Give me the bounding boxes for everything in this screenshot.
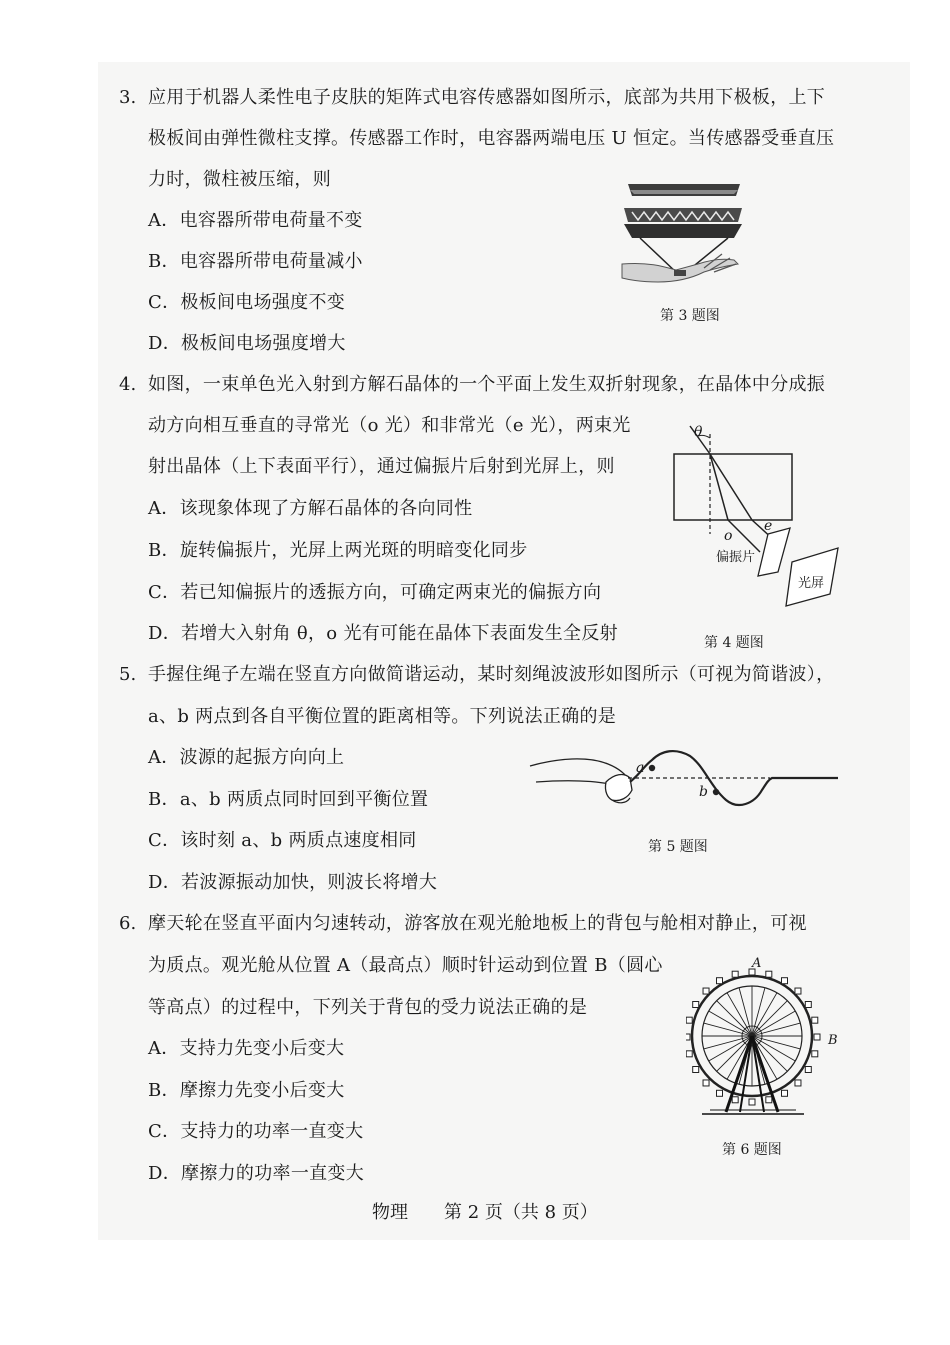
figure-3-caption: 第 3 题图 xyxy=(660,308,720,324)
question-3-line: 应用于机器人柔性电子皮肤的矩阵式电容传感器如图所示，底部为共用下极板，上下 xyxy=(148,87,826,108)
question-4-line: 如图，一束单色光入射到方解石晶体的一个平面上发生双折射现象，在晶体中分成振 xyxy=(148,374,826,395)
figure-6-caption: 第 6 题图 xyxy=(722,1142,782,1158)
question-4-option-b: B．旋转偏振片，光屏上两光斑的明暗变化同步 xyxy=(148,540,528,561)
figure-4-screen-label: 光屏 xyxy=(798,576,825,591)
figure-4-e-label: e xyxy=(764,518,773,534)
figure-3-sensor-illustration xyxy=(618,178,748,290)
question-3-line: 极板间由弹性微柱支撑。传感器工作时，电容器两端电压 U 恒定。当传感器受垂直压 xyxy=(148,128,835,149)
figure-4-o-label: o xyxy=(724,528,733,544)
figure-4-caption: 第 4 题图 xyxy=(704,635,764,651)
question-6-number: 6. xyxy=(119,913,137,934)
question-3-line: 力时，微柱被压缩，则 xyxy=(148,169,331,190)
figure-4-calcite-diagram xyxy=(668,416,844,628)
question-5-number: 5. xyxy=(119,664,137,685)
question-4-option-c: C．若已知偏振片的透振方向，可确定两束光的偏振方向 xyxy=(148,582,602,603)
question-6-line: 等高点）的过程中，下列关于背包的受力说法正确的是 xyxy=(148,997,588,1018)
question-5-line: 手握住绳子左端在竖直方向做简谐运动，某时刻绳波波形如图所示（可视为简谐波）， xyxy=(148,664,835,685)
question-6-option-b: B．摩擦力先变小后变大 xyxy=(148,1080,345,1101)
question-4-number: 4. xyxy=(119,374,137,395)
question-3-option-c: C．极板间电场强度不变 xyxy=(148,292,346,313)
footer-page-number: 第 2 页（共 8 页） xyxy=(444,1202,598,1223)
question-5-line: a、b 两点到各自平衡位置的距离相等。下列说法正确的是 xyxy=(148,706,617,727)
question-4-line: 射出晶体（上下表面平行），通过偏振片后射到光屏上，则 xyxy=(148,456,615,477)
question-3-option-d: D．极板间电场强度增大 xyxy=(148,333,346,354)
question-4-option-a: A．该现象体现了方解石晶体的各向同性 xyxy=(148,498,473,519)
question-6-option-a: A．支持力先变小后变大 xyxy=(148,1038,345,1059)
question-3-number: 3. xyxy=(119,87,137,108)
figure-4-polarizer-label: 偏振片 xyxy=(716,550,756,565)
figure-5-rope-wave xyxy=(528,738,840,820)
question-6-option-d: D．摩擦力的功率一直变大 xyxy=(148,1163,365,1184)
footer-subject: 物理 xyxy=(372,1202,408,1223)
question-4-option-d: D．若增大入射角 θ，o 光有可能在晶体下表面发生全反射 xyxy=(148,623,618,644)
figure-6-ferris-wheel xyxy=(686,964,832,1124)
figure-5-b-label: b xyxy=(699,784,708,800)
figure-5-a-label: a xyxy=(636,760,645,776)
figure-6-a-label: A xyxy=(752,956,762,971)
figure-5-caption: 第 5 题图 xyxy=(648,839,708,855)
question-5-option-c: C．该时刻 a、b 两质点速度相同 xyxy=(148,830,417,851)
figure-6-b-label: B xyxy=(828,1033,838,1048)
figure-4-theta-label: θ xyxy=(694,424,703,440)
question-4-line: 动方向相互垂直的寻常光（o 光）和非常光（e 光），两束光 xyxy=(148,415,631,436)
question-3-option-a: A．电容器所带电荷量不变 xyxy=(148,210,363,231)
question-5-option-b: B．a、b 两质点同时回到平衡位置 xyxy=(148,789,429,810)
question-6-option-c: C．支持力的功率一直变大 xyxy=(148,1121,364,1142)
question-5-option-a: A．波源的起振方向向上 xyxy=(148,747,345,768)
question-3-option-b: B．电容器所带电荷量减小 xyxy=(148,251,363,272)
question-6-line: 摩天轮在竖直平面内匀速转动，游客放在观光舱地板上的背包与舱相对静止，可视 xyxy=(148,913,807,934)
question-6-line: 为质点。观光舱从位置 A（最高点）顺时针运动到位置 B（圆心 xyxy=(148,955,663,976)
question-5-option-d: D．若波源振动加快，则波长将增大 xyxy=(148,872,438,893)
